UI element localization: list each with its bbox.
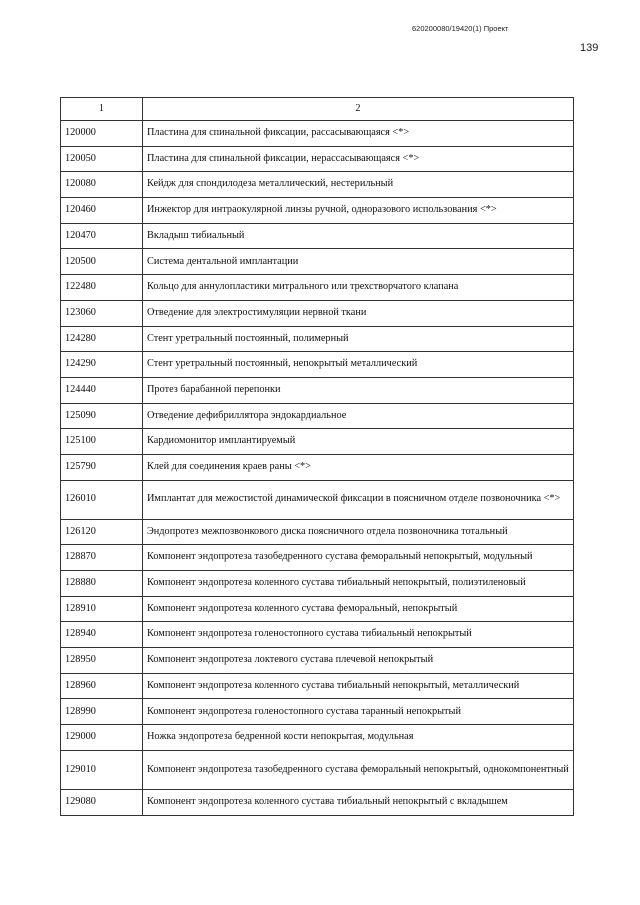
table-row (61, 454, 574, 480)
row-name: Компонент эндопротеза тазобедренного сустава феморальный непокрытый, модульный (143, 545, 574, 571)
table-row (61, 146, 574, 172)
table-row (61, 789, 574, 815)
row-code: 120500 (61, 249, 143, 275)
row-code: 124280 (61, 326, 143, 352)
row-name: Компонент эндопротеза коленного сустава тибиальный непокрытый с вкладышем (143, 789, 574, 815)
row-code: 120000 (61, 121, 143, 147)
row-code: 123060 (61, 300, 143, 326)
row-code: 128910 (61, 596, 143, 622)
row-code: 124290 (61, 352, 143, 378)
table-row (61, 596, 574, 622)
row-name: Отведение для электростимуляции нервной ткани (143, 300, 574, 326)
table-row (61, 352, 574, 378)
table-row (61, 622, 574, 648)
row-name: Кардиомонитор имплантируемый (143, 429, 574, 455)
row-code: 126120 (61, 519, 143, 545)
table-body (61, 121, 574, 816)
row-code: 120080 (61, 172, 143, 198)
row-name: Система дентальной имплантации (143, 249, 574, 275)
table-row (61, 725, 574, 751)
row-name: Пластина для спинальной фиксации, нерассасывающаяся <*> (143, 146, 574, 172)
row-name: Инжектор для интраокулярной линзы ручной, одноразового использования <*> (143, 198, 574, 224)
row-name: Компонент эндопротеза локтевого сустава плечевой непокрытый (143, 648, 574, 674)
column-header-1: 1 (61, 98, 143, 121)
table-row (61, 300, 574, 326)
table-row (61, 223, 574, 249)
row-name: Компонент эндопротеза тазобедренного сустава феморальный непокрытый, однокомпонентный (143, 750, 574, 789)
row-name: Компонент эндопротеза коленного сустава феморальный, непокрытый (143, 596, 574, 622)
row-code: 120050 (61, 146, 143, 172)
row-name: Отведение дефибриллятора эндокардиальное (143, 403, 574, 429)
row-name: Стент уретральный постоянный, полимерный (143, 326, 574, 352)
row-code: 129000 (61, 725, 143, 751)
table-row (61, 571, 574, 597)
row-name: Эндопротез межпозвонкового диска поясничного отдела позвоночника тотальный (143, 519, 574, 545)
row-code: 120470 (61, 223, 143, 249)
table-row (61, 172, 574, 198)
row-code: 128880 (61, 571, 143, 597)
table-row (61, 699, 574, 725)
row-code: 124440 (61, 377, 143, 403)
table-row (61, 519, 574, 545)
row-code: 120460 (61, 198, 143, 224)
column-header-2: 2 (143, 98, 574, 121)
row-code: 125100 (61, 429, 143, 455)
row-code: 125090 (61, 403, 143, 429)
table-row (61, 545, 574, 571)
table-row (61, 121, 574, 147)
table-row (61, 673, 574, 699)
row-name: Клей для соединения краев раны <*> (143, 454, 574, 480)
row-name: Кейдж для спондилодеза металлический, нестерильный (143, 172, 574, 198)
table-row (61, 480, 574, 519)
table-header-row (61, 98, 574, 121)
row-code: 129010 (61, 750, 143, 789)
row-name: Компонент эндопротеза голеностопного сустава тибиальный непокрытый (143, 622, 574, 648)
table-row (61, 648, 574, 674)
row-name: Вкладыш тибиальный (143, 223, 574, 249)
row-name: Ножка эндопротеза бедренной кости непокрытая, модульная (143, 725, 574, 751)
table-row (61, 326, 574, 352)
row-code: 122480 (61, 275, 143, 301)
table-row (61, 377, 574, 403)
row-name: Компонент эндопротеза голеностопного сустава таранный непокрытый (143, 699, 574, 725)
document-id: 620200080/19420(1) Проект (412, 24, 509, 33)
row-name: Компонент эндопротеза коленного сустава тибиальный непокрытый, полиэтиленовый (143, 571, 574, 597)
row-name: Пластина для спинальной фиксации, рассасывающаяся <*> (143, 121, 574, 147)
row-code: 129080 (61, 789, 143, 815)
row-code: 128960 (61, 673, 143, 699)
row-code: 128870 (61, 545, 143, 571)
row-code: 125790 (61, 454, 143, 480)
row-name: Имплантат для межостистой динамической фиксации в поясничном отделе позвоночника <*> (143, 480, 574, 519)
page-number: 139 (580, 42, 599, 54)
device-code-table (60, 97, 574, 816)
row-code: 128990 (61, 699, 143, 725)
table-row (61, 275, 574, 301)
row-name: Стент уретральный постоянный, непокрытый металлический (143, 352, 574, 378)
table-row (61, 429, 574, 455)
row-name: Кольцо для аннулопластики митрального или трехстворчатого клапана (143, 275, 574, 301)
row-code: 126010 (61, 480, 143, 519)
table-row (61, 750, 574, 789)
table-row (61, 403, 574, 429)
row-name: Протез барабанной перепонки (143, 377, 574, 403)
table-row (61, 198, 574, 224)
table-row (61, 249, 574, 275)
row-code: 128940 (61, 622, 143, 648)
row-code: 128950 (61, 648, 143, 674)
row-name: Компонент эндопротеза коленного сустава тибиальный непокрытый, металлический (143, 673, 574, 699)
